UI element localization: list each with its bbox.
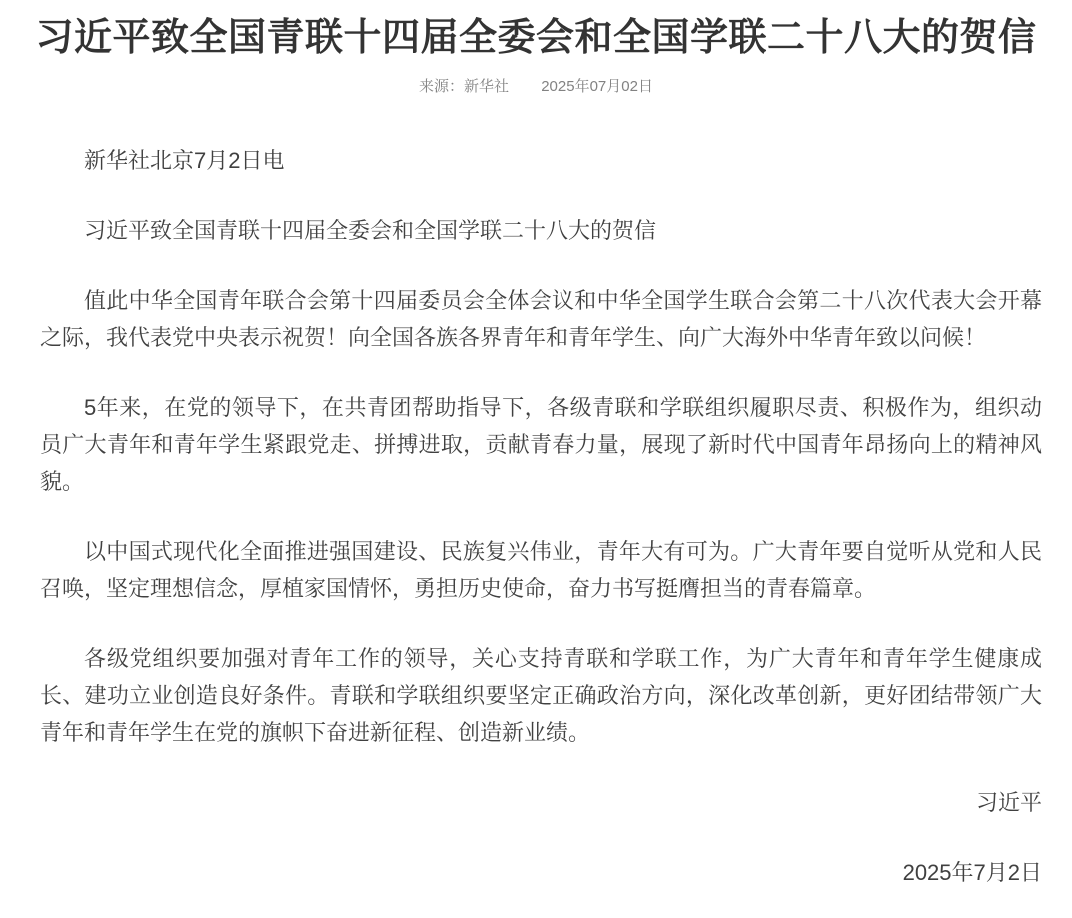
- paragraph-greeting: 值此中华全国青年联合会第十四届委员会全体会议和中华全国学生联合会第二十八次代表大会开幕之际，我代表党中央表示祝贺！向全国各族各界青年和青年学生、向广大海外中华青年致以问候！: [40, 288, 1042, 351]
- signature-name: 习近平: [975, 790, 1042, 816]
- source-label: 来源：新华社: [419, 78, 510, 96]
- article-body: [0, 98, 1072, 915]
- paragraph-review: 5年来，在党的领导下，在共青团帮助指导下，各级青联和学联组织履职尽责、积极作为，组织动员广大青年和青年学生紧跟党走、拼搏进取，贡献青春力量，展现了新时代中国青年昂扬向上的精神风貌。: [40, 395, 1042, 495]
- publish-date: 2025年07月02日: [541, 78, 653, 96]
- paragraph-letter-title: 习近平致全国青联十四届全委会和全国学联二十八大的贺信: [84, 218, 657, 244]
- paragraph-dateline: 新华社北京7月2日电: [84, 148, 285, 174]
- page-title: 习近平致全国青联十四届全委会和全国学联二十八大的贺信: [35, 17, 1037, 59]
- article-meta: [0, 76, 1072, 98]
- paragraph-requirements: 各级党组织要加强对青年工作的领导，关心支持青联和学联工作，为广大青年和青年学生健康成长、建功立业创造良好条件。青联和学联组织要坚定正确政治方向，深化改革创新，更好团结带领广大青年和青年学生在党的旗帜下奋进新征程、创造新业绩。: [40, 646, 1042, 746]
- signature-date: 2025年7月2日: [902, 860, 1042, 886]
- paragraph-expectation: 以中国式现代化全面推进强国建设、民族复兴伟业，青年大有可为。广大青年要自觉听从党和人民召唤，坚定理想信念，厚植家国情怀，勇担历史使命，奋力书写挺膺担当的青春篇章。: [40, 539, 1042, 602]
